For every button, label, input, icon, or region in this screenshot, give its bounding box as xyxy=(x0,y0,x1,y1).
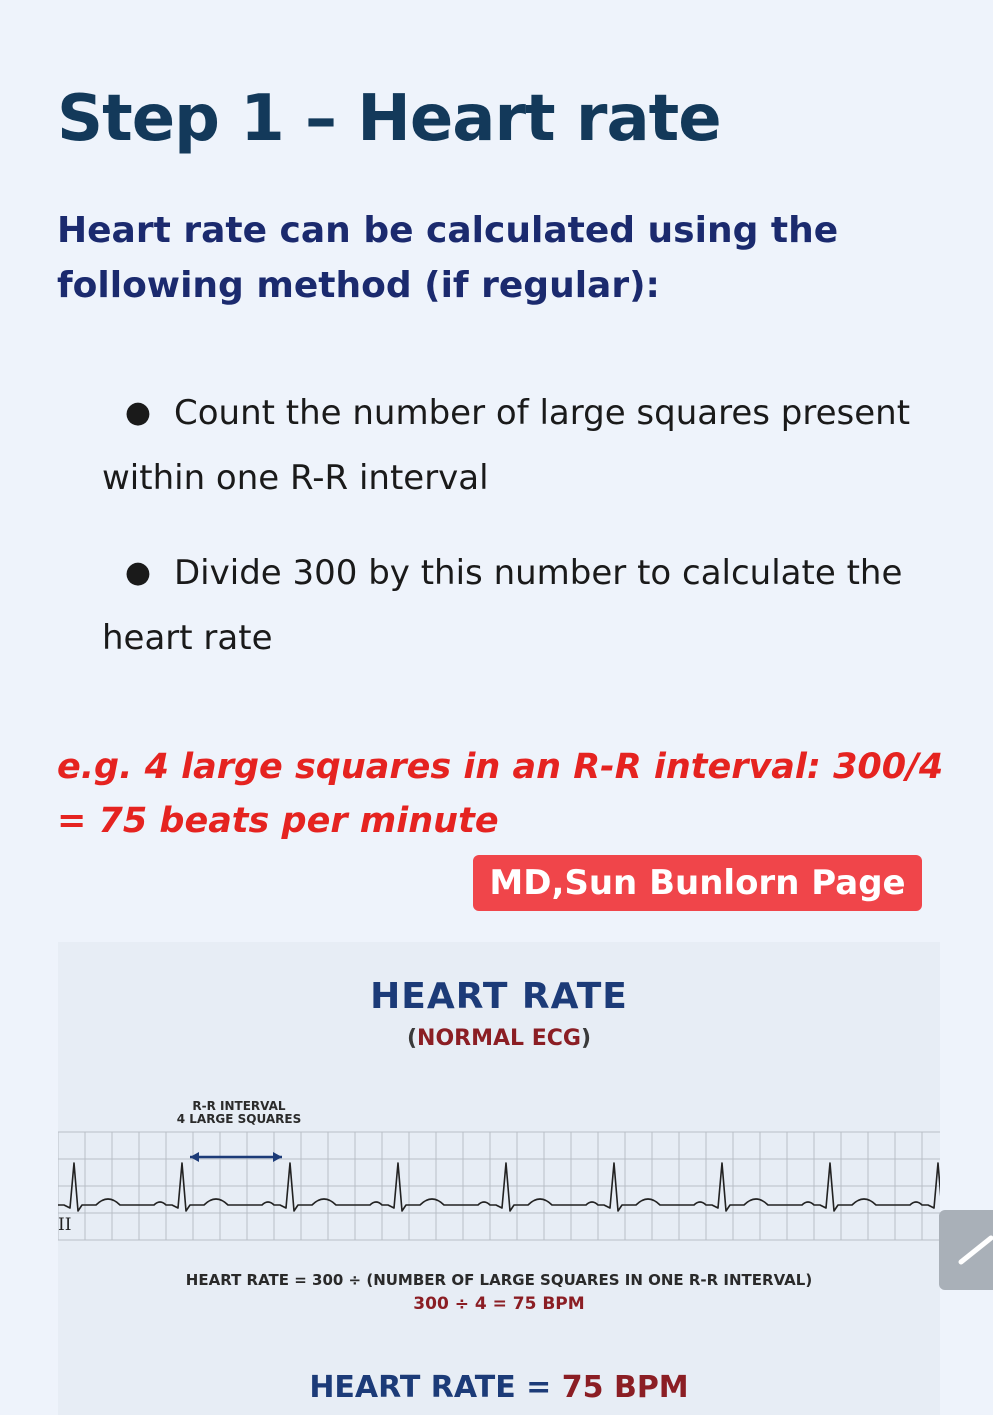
subtitle-paren-open: ( xyxy=(406,1026,418,1051)
page-title: Step 1 – Heart rate xyxy=(57,82,721,156)
bullet-icon: ● xyxy=(124,395,152,430)
rr-label-line2: 4 LARGE SQUARES xyxy=(176,1112,302,1126)
example-text: e.g. 4 large squares in an R-R interval: 300/4 = 75 beats per minute xyxy=(57,747,944,841)
infographic-subtitle xyxy=(58,1026,940,1051)
rr-label-line1: R-R INTERVAL xyxy=(192,1099,286,1113)
subtitle-text: NORMAL ECG xyxy=(417,1026,581,1051)
ecg-infographic xyxy=(58,942,940,1415)
chevron-up-icon xyxy=(939,1210,993,1290)
arrow-right-icon xyxy=(273,1152,282,1162)
scroll-to-top-button[interactable] xyxy=(939,1210,993,1290)
list-item xyxy=(102,540,952,671)
method-list xyxy=(102,380,952,700)
ecg-waveform xyxy=(58,1163,940,1211)
calculation-text: 300 ÷ 4 = 75 BPM xyxy=(413,1294,585,1314)
result-label: HEART RATE = xyxy=(309,1370,562,1405)
result-text xyxy=(58,1370,940,1405)
subtitle-paren-close: ) xyxy=(580,1026,591,1051)
formula-text: HEART RATE = 300 ÷ (NUMBER OF LARGE SQUARES IN ONE R-R INTERVAL) xyxy=(185,1271,813,1289)
result-value: 75 BPM xyxy=(561,1370,689,1405)
lead-label: II xyxy=(58,1215,72,1235)
rr-interval-label xyxy=(174,1100,304,1126)
infographic-title: HEART RATE xyxy=(370,976,628,1017)
bullet-text: Count the number of large squares present within one R-R interval xyxy=(102,393,911,498)
ecg-strip xyxy=(58,1130,940,1255)
credit-badge: MD,Sun Bunlorn Page xyxy=(473,855,922,911)
bullet-text: Divide 300 by this number to calculate the heart rate xyxy=(102,553,903,658)
arrow-left-icon xyxy=(190,1152,199,1162)
intro-text: Heart rate can be calculated using the following method (if regular): xyxy=(57,210,839,306)
bullet-icon: ● xyxy=(124,555,152,590)
list-item xyxy=(102,380,952,511)
